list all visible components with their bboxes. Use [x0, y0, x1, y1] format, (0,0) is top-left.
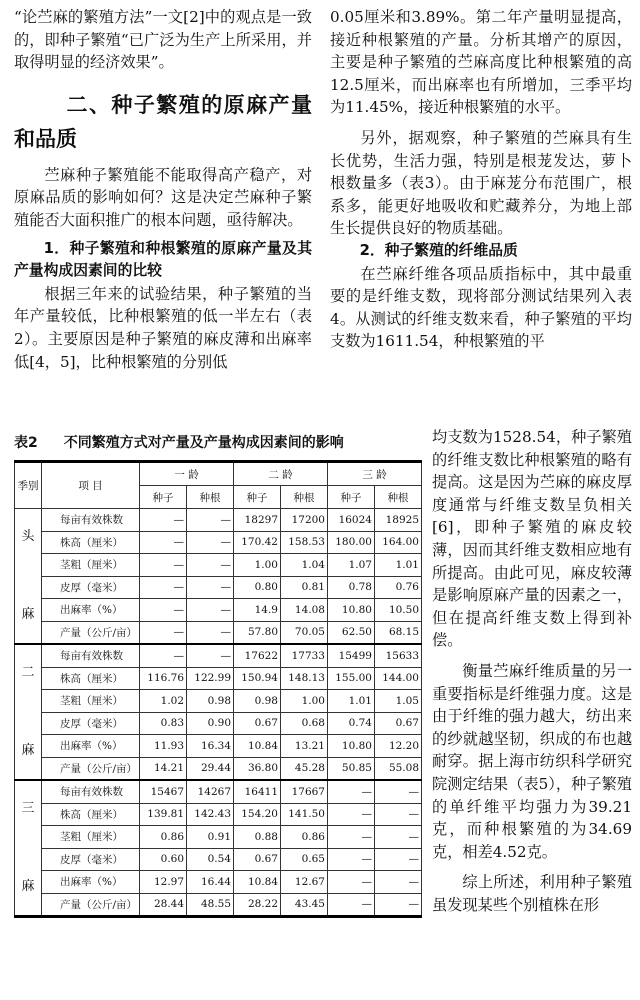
table-cell: 28.22 [234, 893, 281, 917]
row-item-label: 茎粗（厘米） [42, 826, 140, 849]
table-cell: 14.21 [140, 757, 187, 780]
row-item-label: 出麻率（%） [42, 599, 140, 622]
table-row [15, 644, 422, 667]
table-cell: — [140, 509, 187, 532]
table-cell: 10.84 [234, 735, 281, 758]
table-cell: 148.13 [281, 667, 328, 690]
table-cell: 141.50 [281, 803, 328, 826]
table-cell: 12.97 [140, 871, 187, 894]
table-cell: 16024 [327, 509, 374, 532]
table-cell: 0.80 [234, 576, 281, 599]
table-cell: 57.80 [234, 621, 281, 644]
table-cell: 164.00 [374, 531, 421, 554]
row-item-label: 茎粗（厘米） [42, 690, 140, 713]
header-item: 项 目 [42, 462, 140, 509]
row-item-label: 出麻率（%） [42, 735, 140, 758]
table-row [15, 893, 422, 917]
table-cell: 0.86 [281, 826, 328, 849]
table-cell: — [187, 554, 234, 577]
season-label: 三 麻 [15, 780, 42, 917]
header-seed: 种子 [327, 486, 374, 509]
table-cell: 1.01 [374, 554, 421, 577]
table-cell: 1.07 [327, 554, 374, 577]
table-row [15, 803, 422, 826]
table-cell: — [140, 599, 187, 622]
table-cell: 68.15 [374, 621, 421, 644]
table-caption [14, 432, 424, 452]
row-item-label: 皮厚（毫米） [42, 848, 140, 871]
table-cell: 16.44 [187, 871, 234, 894]
header-season: 季别 [15, 462, 42, 509]
data-table [14, 460, 422, 918]
table-cell: 139.81 [140, 803, 187, 826]
right-paragraph-5: 衡量苎麻纤维质量的另一重要指标是纤维强力度。这是由于纤维的强力越大，纺出来的纱就越坚韧，织成的布也越耐穿。据上海市纺织科学研究院测定结果（表5），种子繁殖的单纤维平均强力为39.21克，而种根繁殖的为34.69克，相差4.52克。 [432, 661, 632, 861]
table-cell: 15633 [374, 644, 421, 667]
table-row [15, 576, 422, 599]
table-row [15, 621, 422, 644]
table-cell: — [374, 848, 421, 871]
table-label: 表2 [14, 435, 38, 451]
table-cell: 15467 [140, 780, 187, 803]
table-cell: 55.08 [374, 757, 421, 780]
row-item-label: 株高（厘米） [42, 531, 140, 554]
table-cell: — [187, 599, 234, 622]
table-cell: — [327, 848, 374, 871]
table-row [15, 826, 422, 849]
right-paragraph-4: 均支数为1528.54，种子繁殖的纤维支数比种根繁殖的略有提高。这是因为苎麻的麻皮厚度通常与纤维支数呈负相关[6]，即种子繁殖的麻皮较薄，因而其纤维支数相应地有所提高。由此可见，麻皮较薄是影响原麻产量的因素之一，但在提高纤维支数上得到补偿。 [432, 428, 632, 650]
table-cell: — [374, 893, 421, 917]
table-cell: 1.05 [374, 690, 421, 713]
header-age-1: 一 龄 [140, 462, 234, 486]
table-row [15, 599, 422, 622]
section-heading: 二、种子繁殖的原麻产量和品质 [14, 92, 312, 151]
table-cell: — [140, 621, 187, 644]
table-cell: — [187, 509, 234, 532]
right-column-lower [432, 426, 632, 916]
row-item-label: 每亩有效株数 [42, 780, 140, 803]
table-cell: — [187, 576, 234, 599]
table-cell: 16411 [234, 780, 281, 803]
table-cell: — [140, 644, 187, 667]
table-cell: 155.00 [327, 667, 374, 690]
table-cell: 29.44 [187, 757, 234, 780]
right-paragraph-2: 另外，据观察，种子繁殖的苎麻具有生长优势，生活力强，特别是根茏发达，萝卜根数量多（表3）。由于麻茏分布范围广，根系多，能更好地吸收和贮藏养分，为地上部生长提供良好的物质基础。 [330, 128, 632, 238]
table-cell: 10.80 [327, 735, 374, 758]
table-cell: 0.78 [327, 576, 374, 599]
table-cell: 0.98 [187, 690, 234, 713]
table-cell: 0.74 [327, 712, 374, 735]
row-item-label: 出麻率（%） [42, 871, 140, 894]
table-cell: 10.50 [374, 599, 421, 622]
subsection-heading-2: 2．种子繁殖的纤维品质 [359, 241, 518, 259]
table-cell: 17200 [281, 509, 328, 532]
row-item-label: 产量（公斤/亩） [42, 757, 140, 780]
table-row [15, 667, 422, 690]
table-cell: 36.80 [234, 757, 281, 780]
table-cell: 0.91 [187, 826, 234, 849]
row-item-label: 产量（公斤/亩） [42, 893, 140, 917]
right-column [330, 6, 632, 353]
table-cell: — [140, 531, 187, 554]
header-root: 种根 [374, 486, 421, 509]
table-cell: 13.21 [281, 735, 328, 758]
header-root: 种根 [281, 486, 328, 509]
table-cell: 70.05 [281, 621, 328, 644]
table-cell: — [140, 576, 187, 599]
right-paragraph-3: 在苎麻纤维各项品质指标中，其中最重要的是纤维支数，现将部分测试结果列入表4。从测试的纤维支数来看，种子繁殖的平均支数为1611.54，种根繁殖的平 [330, 264, 632, 351]
table-body [15, 509, 422, 917]
header-age-2: 二 龄 [234, 462, 328, 486]
table-cell: 43.45 [281, 893, 328, 917]
table-cell: — [187, 531, 234, 554]
table-row [15, 554, 422, 577]
table-cell: 0.67 [374, 712, 421, 735]
table-cell: 45.28 [281, 757, 328, 780]
row-item-label: 产量（公斤/亩） [42, 621, 140, 644]
header-seed: 种子 [140, 486, 187, 509]
table-cell: 14.08 [281, 599, 328, 622]
table-cell: 0.90 [187, 712, 234, 735]
row-item-label: 皮厚（毫米） [42, 712, 140, 735]
table-cell: — [327, 780, 374, 803]
table-cell: 10.80 [327, 599, 374, 622]
table-cell: 12.67 [281, 871, 328, 894]
table-cell: 0.88 [234, 826, 281, 849]
table-row [15, 735, 422, 758]
row-item-label: 茎粗（厘米） [42, 554, 140, 577]
table-cell: 116.76 [140, 667, 187, 690]
table-cell: 0.65 [281, 848, 328, 871]
table-cell: 0.60 [140, 848, 187, 871]
paragraph-top: “论苎麻的繁殖方法”一文[2]中的观点是一致的，即种子繁殖“已广泛为生产上所采用，并取得明显的经济效果”。 [14, 8, 312, 72]
table-cell: 1.00 [234, 554, 281, 577]
table-cell: 142.43 [187, 803, 234, 826]
table-cell: — [327, 803, 374, 826]
table-cell: 0.81 [281, 576, 328, 599]
header-age-3: 三 龄 [327, 462, 421, 486]
table-cell: 17622 [234, 644, 281, 667]
table-cell: 122.99 [187, 667, 234, 690]
table-cell: — [187, 621, 234, 644]
subsection-heading-1: 1．种子繁殖和种根繁殖的原麻产量及其产量构成因素间的比较 [14, 239, 312, 280]
table-row [15, 848, 422, 871]
table-cell: 0.68 [281, 712, 328, 735]
table-cell: 17667 [281, 780, 328, 803]
row-item-label: 皮厚（毫米） [42, 576, 140, 599]
table-row [15, 509, 422, 532]
table-row [15, 531, 422, 554]
table-cell: 0.54 [187, 848, 234, 871]
table-cell: 28.44 [140, 893, 187, 917]
table-cell: 0.86 [140, 826, 187, 849]
table-cell: 18925 [374, 509, 421, 532]
table-row [15, 712, 422, 735]
table-cell: 0.67 [234, 848, 281, 871]
table-cell: — [327, 871, 374, 894]
right-paragraph-6: 综上所述，利用种子繁殖虽发现某些个别植株在形 [432, 873, 632, 914]
table-cell: 1.00 [281, 690, 328, 713]
table-cell: 0.76 [374, 576, 421, 599]
table-title: 不同繁殖方式对产量及产量构成因素间的影响 [63, 435, 344, 451]
table-cell: — [374, 803, 421, 826]
season-label: 头 麻 [15, 509, 42, 645]
table-cell: 15499 [327, 644, 374, 667]
table-cell: 144.00 [374, 667, 421, 690]
table-row [15, 757, 422, 780]
table-row [15, 690, 422, 713]
table-cell: 0.83 [140, 712, 187, 735]
table-cell: 170.42 [234, 531, 281, 554]
header-root: 种根 [187, 486, 234, 509]
row-item-label: 每亩有效株数 [42, 509, 140, 532]
table-cell: — [374, 780, 421, 803]
table-cell: — [327, 826, 374, 849]
table-cell: 154.20 [234, 803, 281, 826]
row-item-label: 每亩有效株数 [42, 644, 140, 667]
table-cell: 18297 [234, 509, 281, 532]
table-cell: — [374, 826, 421, 849]
table-cell: 1.02 [140, 690, 187, 713]
table-cell: 14267 [187, 780, 234, 803]
left-column [14, 6, 312, 373]
table-cell: 158.53 [281, 531, 328, 554]
table-cell: 16.34 [187, 735, 234, 758]
table-cell: 1.04 [281, 554, 328, 577]
table-cell: 0.67 [234, 712, 281, 735]
table-cell: 14.9 [234, 599, 281, 622]
table-cell: — [187, 644, 234, 667]
season-label: 二 麻 [15, 644, 42, 780]
table-cell: 50.85 [327, 757, 374, 780]
table-cell: 11.93 [140, 735, 187, 758]
table-cell: 10.84 [234, 871, 281, 894]
table-cell: 12.20 [374, 735, 421, 758]
table-cell: — [374, 871, 421, 894]
row-item-label: 株高（厘米） [42, 667, 140, 690]
table-cell: 1.01 [327, 690, 374, 713]
row-item-label: 株高（厘米） [42, 803, 140, 826]
table-cell: — [140, 554, 187, 577]
intro-paragraph: 苎麻种子繁殖能不能取得高产稳产，对原麻品质的影响如何？这是决定苎麻种子繁殖能否大面积推广的根本问题，亟待解决。 [14, 165, 312, 229]
table-cell: 62.50 [327, 621, 374, 644]
subsection-1-paragraph: 根据三年来的试验结果，种子繁殖的当年产量较低，比种根繁殖的低一半左右（表2）。主要原因是种子繁殖的麻皮薄和出麻率低[4，5]，比种根繁殖的分别低 [14, 284, 312, 371]
table-cell: 180.00 [327, 531, 374, 554]
table-cell: 0.98 [234, 690, 281, 713]
right-paragraph-1: 0.05厘米和3.89%。第二年产量明显提高，接近种根繁殖的产量。分析其增产的原因，主要是种子繁殖的苎麻高度比种根繁殖的高12.5厘米，而出麻率也有所增加，三季平均为11.45%，接近种根繁殖的水平。 [330, 8, 632, 117]
table-row [15, 780, 422, 803]
table-cell: — [327, 893, 374, 917]
table-cell: 48.55 [187, 893, 234, 917]
header-seed: 种子 [234, 486, 281, 509]
table-cell: 150.94 [234, 667, 281, 690]
table-row [15, 871, 422, 894]
table-cell: 17733 [281, 644, 328, 667]
